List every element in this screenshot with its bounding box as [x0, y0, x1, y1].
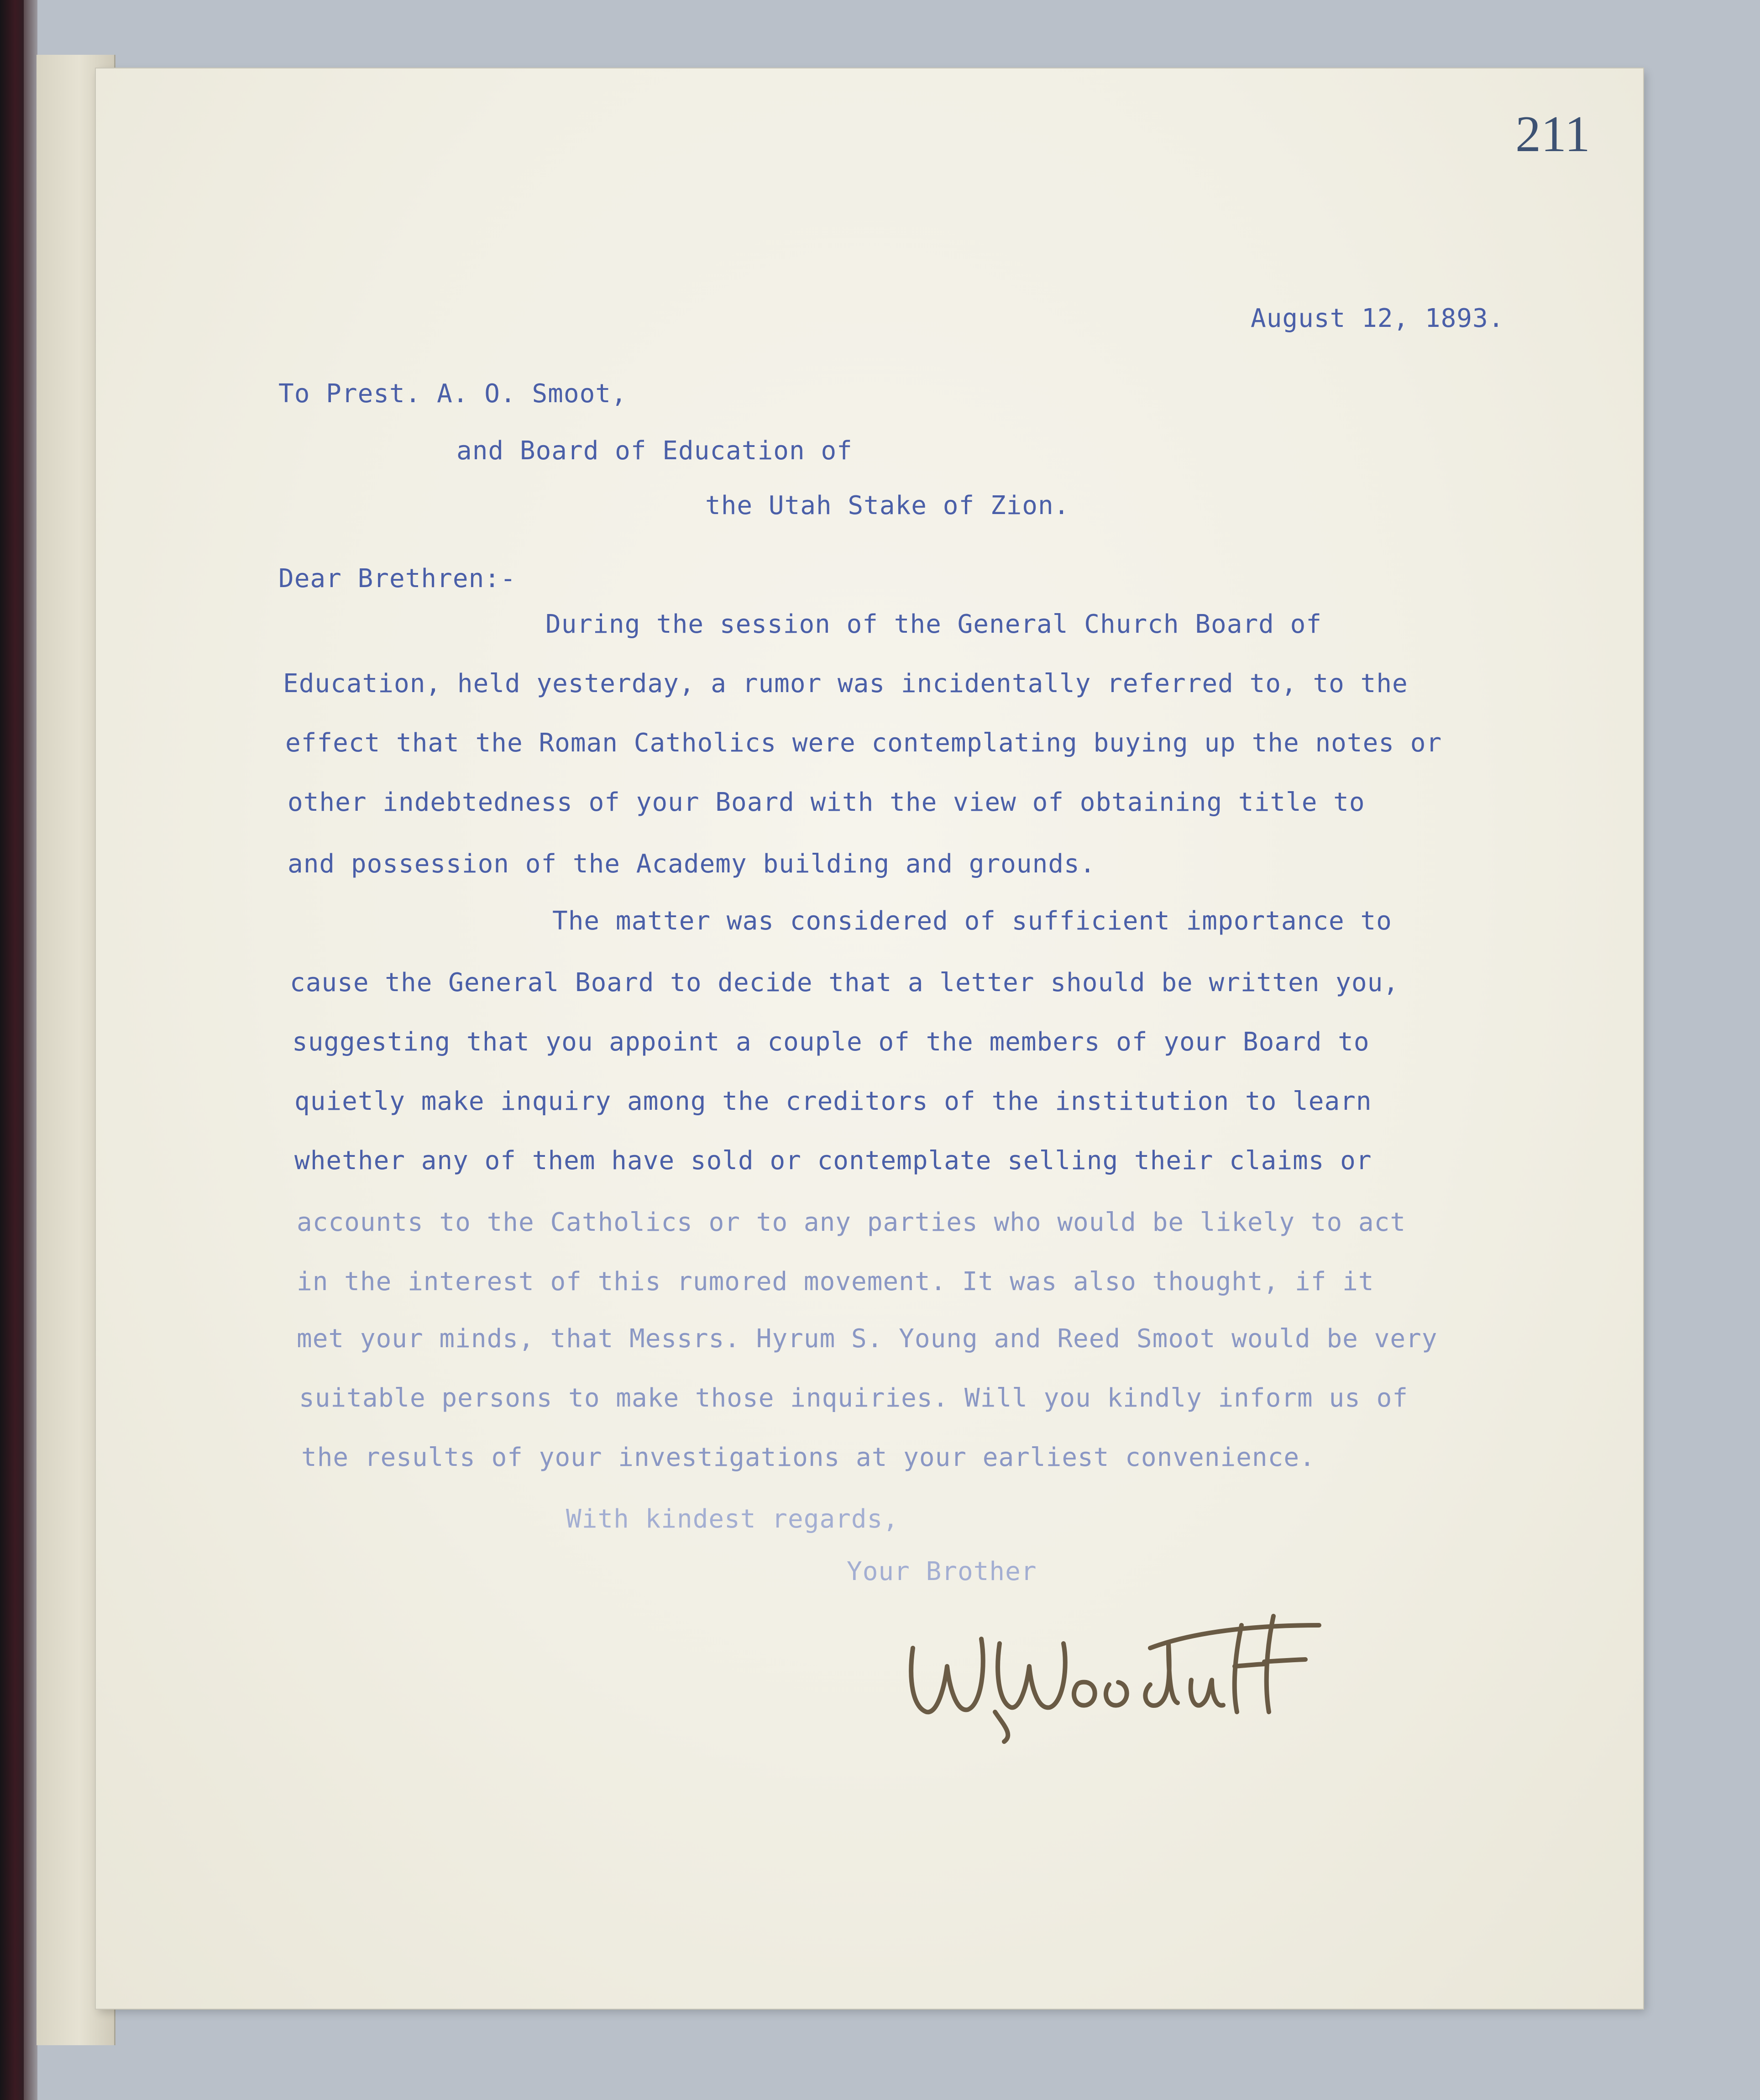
salutation: Dear Brethren:- [278, 564, 516, 593]
body-line-7: cause the General Board to decide that a letter should be written you, [290, 968, 1399, 997]
body-line-8: suggesting that you appoint a couple of the members of your Board to [292, 1027, 1370, 1057]
body-line-5: and possession of the Academy building and grounds. [288, 849, 1096, 879]
body-line-12: in the interest of this rumored movement. It was also thought, if it [297, 1267, 1374, 1297]
body-line-14: suitable persons to make those inquiries. Will you kindly inform us of [299, 1383, 1409, 1413]
body-line-2: Education, held yesterday, a rumor was incidentally referred to, to the [283, 669, 1408, 698]
book-binding [0, 0, 27, 2100]
folio-number: 211 [1515, 106, 1590, 163]
body-line-6: The matter was considered of sufficient importance to [552, 906, 1392, 936]
letter-date: August 12, 1893. [1251, 304, 1504, 333]
body-line-3: effect that the Roman Catholics were contemplating buying up the notes or [285, 728, 1442, 758]
binding-edge [24, 0, 37, 2100]
signature-mark [895, 1575, 1328, 1748]
closing: With kindest regards, [566, 1504, 899, 1534]
addressee-line-1: To Prest. A. O. Smoot, [278, 379, 627, 409]
addressee-line-3: the Utah Stake of Zion. [705, 491, 1070, 520]
addressee-line-2: and Board of Education of [456, 436, 853, 466]
body-line-1: During the session of the General Church Board of [545, 609, 1322, 639]
body-line-4: other indebtedness of your Board with the view of obtaining title to [288, 788, 1365, 817]
complimentary-close: Your Brother [847, 1557, 1037, 1586]
body-line-10: whether any of them have sold or contemplate selling their claims or [294, 1146, 1372, 1176]
body-line-15: the results of your investigations at your earliest convenience. [301, 1443, 1315, 1472]
body-line-9: quietly make inquiry among the creditors of the institution to learn [294, 1087, 1372, 1116]
body-line-13: met your minds, that Messrs. Hyrum S. Young and Reed Smoot would be very [297, 1324, 1438, 1354]
body-line-11: accounts to the Catholics or to any parties who would be likely to act [297, 1208, 1406, 1237]
